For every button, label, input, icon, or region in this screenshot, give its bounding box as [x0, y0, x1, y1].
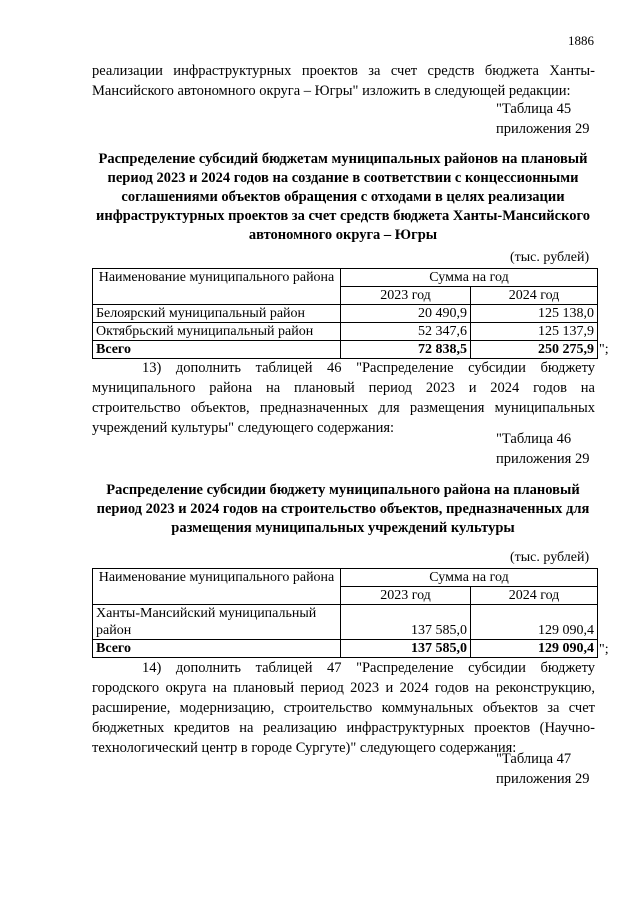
table45-trailing-quote: ";: [599, 342, 609, 357]
table45: [92, 268, 598, 359]
table45-ref-line1: "Таблица 45: [496, 101, 572, 117]
table45-heading: Распределение субсидий бюджетам муниципальных районов на плановый период 2023 и 2024 годов на создание в соответствии с концессионными соглашениями объектов обращения с отходами в целях реализации инфраструктурных проектов за счет средств бюджета Ханты-Мансийского автономного округа – Югры: [96, 151, 590, 243]
table46-col-sum: Сумма на год: [341, 569, 598, 587]
total-label: Всего: [93, 341, 341, 359]
table46-reference: [496, 429, 606, 469]
table45-units: (тыс. рублей): [510, 250, 590, 265]
table45-col-sum: Сумма на год: [341, 269, 598, 287]
table45-ref-line2: приложения 29: [496, 121, 590, 137]
row-2023: 137 585,0: [341, 605, 471, 640]
table-row: [93, 605, 598, 640]
table46-col-name: Наименование муниципального района: [93, 569, 341, 605]
table47-reference: [496, 749, 606, 789]
table46-trailing-quote: ";: [599, 642, 609, 657]
total-2024: 250 275,9: [471, 341, 598, 359]
row-2023: 52 347,6: [341, 323, 471, 341]
row-2024: 129 090,4: [471, 605, 598, 640]
table46-ref-line2: приложения 29: [496, 451, 590, 467]
intro-paragraph: реализации инфраструктурных проектов за счет средств бюджета Ханты-Мансийского автономного округа – Югры" изложить в следующей редакции:: [92, 63, 595, 99]
row-2024: 125 138,0: [471, 305, 598, 323]
table46-heading: Распределение субсидии бюджету муниципального района на плановый период 2023 и 2024 годов на строительство объектов, предназначенных для размещения муниципальных учреждений культуры: [96, 482, 590, 536]
row-name: Октябрьский муниципальный район: [93, 323, 341, 341]
page-number: 1886: [568, 33, 594, 48]
table45-total-row: [93, 341, 598, 359]
total-label: Всего: [93, 640, 341, 658]
table46-header-row: [93, 569, 598, 587]
table45-col-name: Наименование муниципального района: [93, 269, 341, 305]
table46-col-2024: 2024 год: [471, 587, 598, 605]
table47-ref-line1: "Таблица 47: [496, 751, 572, 767]
table-row: [93, 305, 598, 323]
row-name: Белоярский муниципальный район: [93, 305, 341, 323]
item13-paragraph: 13) дополнить таблицей 46 "Распределение субсидии бюджету муниципального района на плановый период 2023 и 2024 годов на строительство объектов, предназначенных для размещения муниципальных учреждений культуры" следующего содержания:: [92, 360, 595, 436]
row-2024: 125 137,9: [471, 323, 598, 341]
table-row: [93, 323, 598, 341]
table45-reference: [496, 99, 606, 139]
table46: [92, 568, 598, 658]
total-2023: 137 585,0: [341, 640, 471, 658]
table47-ref-line2: приложения 29: [496, 771, 590, 787]
total-2023: 72 838,5: [341, 341, 471, 359]
row-2023: 20 490,9: [341, 305, 471, 323]
table45-header-row: [93, 269, 598, 287]
table46-units: (тыс. рублей): [510, 550, 590, 565]
table45-col-2023: 2023 год: [341, 287, 471, 305]
table45-col-2024: 2024 год: [471, 287, 598, 305]
item14-paragraph: 14) дополнить таблицей 47 "Распределение субсидии бюджету городского округа на плановый период 2023 и 2024 годов на реконструкцию, расширение, модернизацию, строительство коммунальных объектов за счет бюджетных кредитов на реализацию инфраструктурных проектов (Научно-технологический центр в городе Сургуте)" следующего содержания:: [92, 660, 595, 756]
table46-total-row: [93, 640, 598, 658]
row-name: Ханты-Мансийский муниципальный район: [93, 605, 341, 640]
total-2024: 129 090,4: [471, 640, 598, 658]
table46-col-2023: 2023 год: [341, 587, 471, 605]
table46-ref-line1: "Таблица 46: [496, 431, 572, 447]
